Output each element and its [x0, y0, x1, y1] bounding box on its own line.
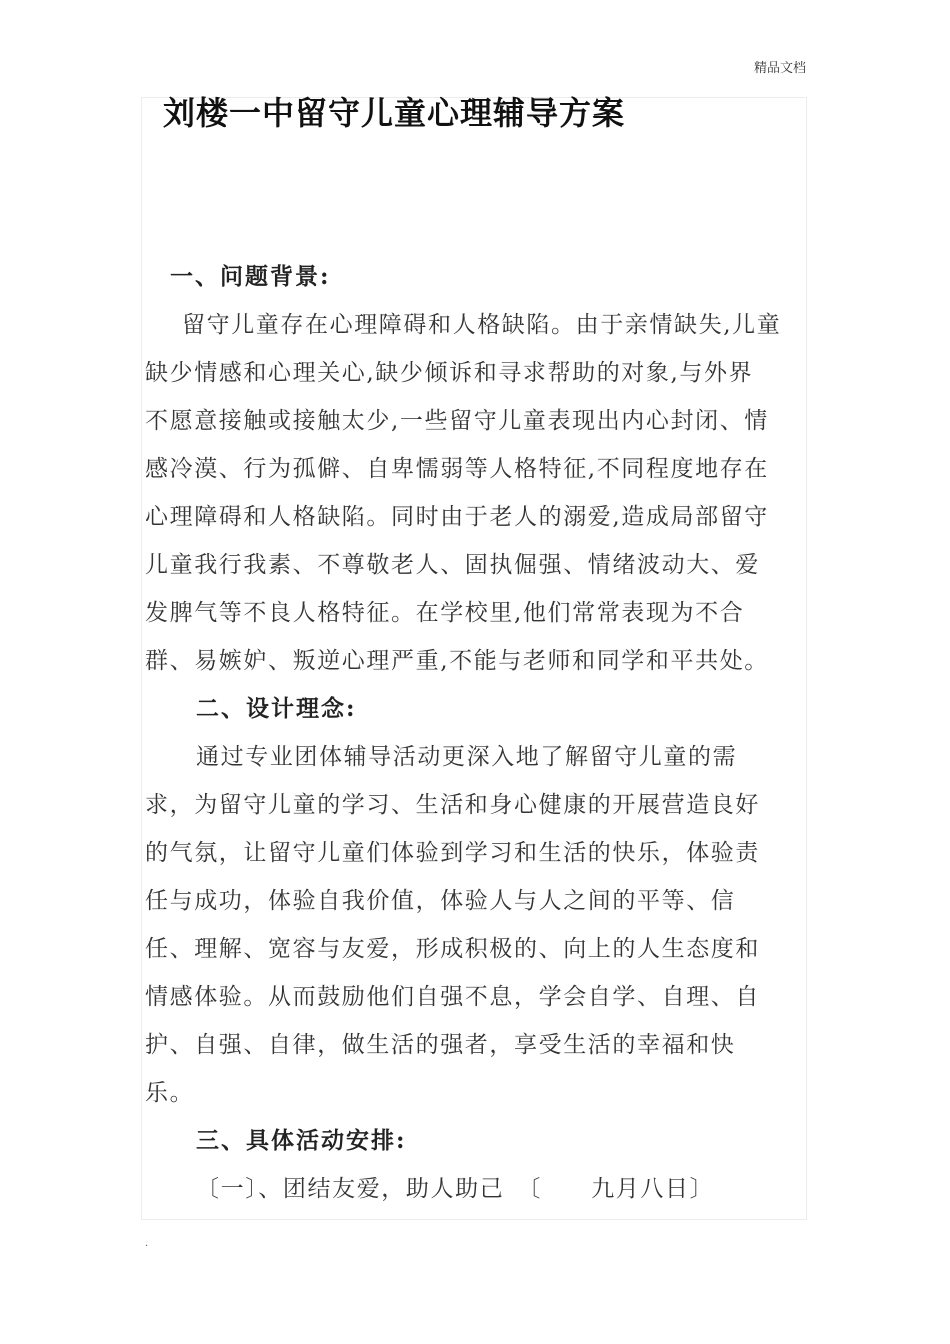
paragraph-line: 任与成功，体验自我价值，体验人与人之间的平等、信 [145, 888, 736, 914]
paragraph-line: 的气氛，让留守儿童们体验到学习和生活的快乐，体验责 [145, 840, 760, 866]
paragraph-line: 护、自强、自律，做生活的强者，享受生活的幸福和快 [145, 1032, 736, 1058]
paragraph-line: 情感体验。从而鼓励他们自强不息，学会自学、自理、自 [145, 984, 760, 1010]
paragraph-line: 求，为留守儿童的学习、生活和身心健康的开展营造良好 [145, 792, 760, 818]
paragraph-line: 感冷漠、行为孤僻、自卑懦弱等人格特征,不同程度地存在 [145, 456, 769, 482]
paragraph-line: 通过专业团体辅导活动更深入地了解留守儿童的需 [196, 744, 738, 770]
paragraph-line: 缺少情感和心理关心,缺少倾诉和寻求帮助的对象,与外界 [145, 360, 754, 386]
section-heading-design: 二、设计理念: [196, 695, 357, 722]
footer-mark: . [145, 1238, 149, 1249]
section-heading-background: 一、问题背景: [170, 263, 331, 290]
paragraph-line: 心理障碍和人格缺陷。同时由于老人的溺爱,造成局部留守 [145, 504, 769, 530]
paragraph-line: 留守儿童存在心理障碍和人格缺陷。由于亲情缺失,儿童 [182, 312, 782, 338]
paragraph-line: 群、易嫉妒、叛逆心理严重,不能与老师和同学和平共处。 [145, 648, 769, 674]
paragraph-line: 乐。 [145, 1080, 195, 1106]
paragraph-line: 任、理解、宽容与友爱，形成积极的、向上的人生态度和 [145, 936, 760, 962]
paragraph-line: 不愿意接触或接触太少,一些留守儿童表现出内心封闭、情 [145, 408, 769, 434]
document-title: 刘楼一中留守儿童心理辅导方案 [163, 94, 626, 132]
paragraph-line: 发脾气等不良人格特征。在学校里,他们常常表现为不合 [145, 600, 745, 626]
header-watermark: 精品文档 [753, 61, 806, 76]
activity-item: 〔一〕、团结友爱，助人助己 〔 九月八日〕 [196, 1176, 715, 1202]
section-heading-activities: 三、具体活动安排: [196, 1127, 407, 1154]
paragraph-line: 儿童我行我素、不尊敬老人、固执倔强、情绪波动大、爱 [145, 552, 760, 578]
